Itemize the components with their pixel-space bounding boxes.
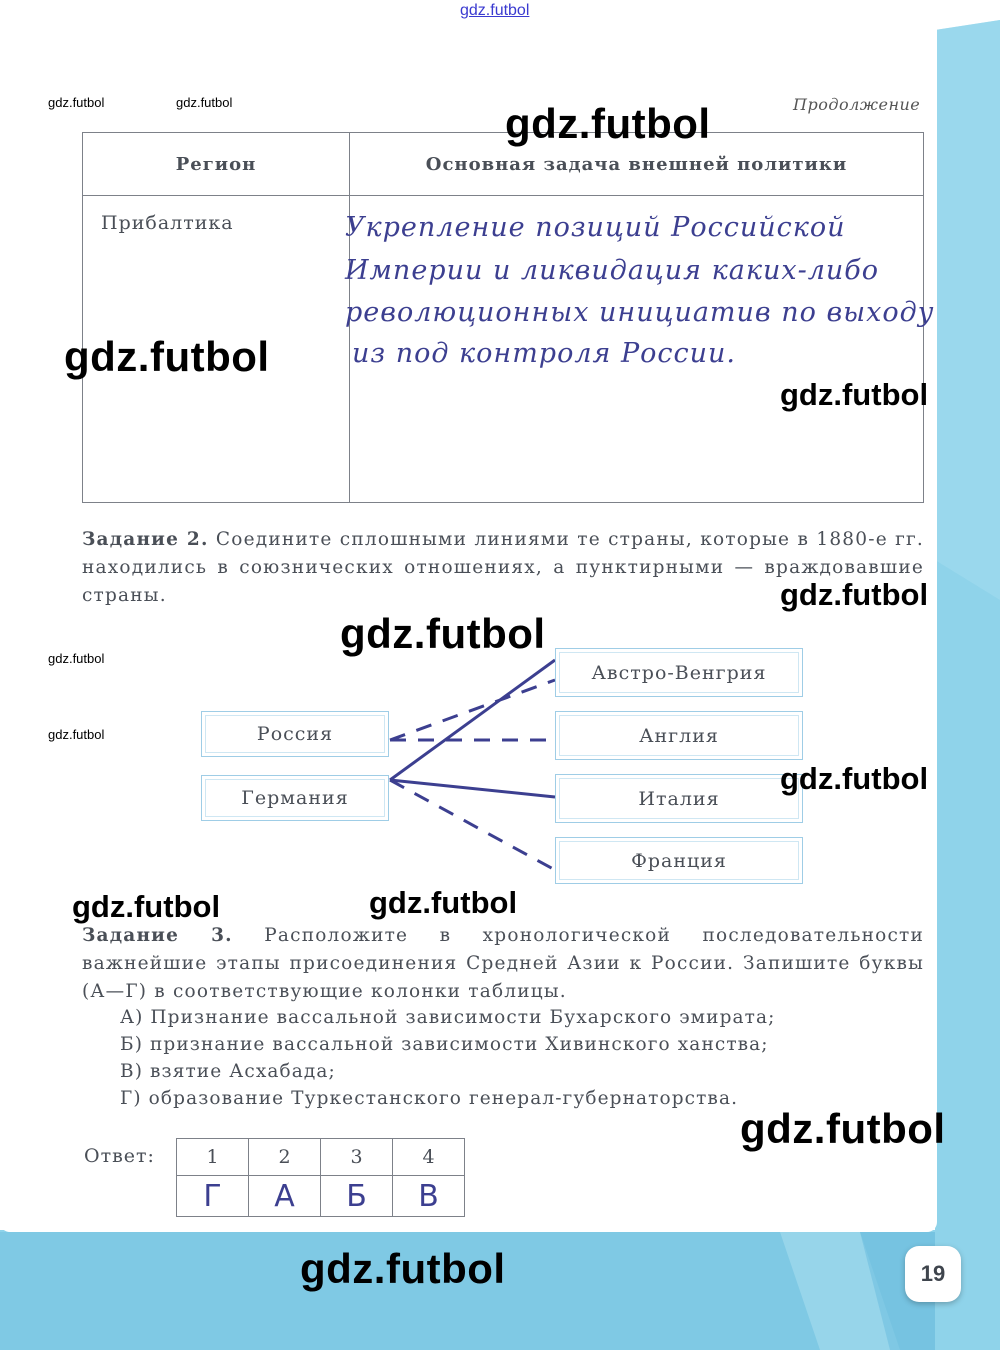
watermark-small: gdz.futbol bbox=[48, 727, 105, 742]
answer-header: 4 bbox=[393, 1139, 465, 1176]
solid-line-russia-austria bbox=[390, 660, 555, 780]
country-box-england: Англия bbox=[555, 711, 803, 760]
watermark: gdz.futbol bbox=[740, 1105, 946, 1152]
answer-header: 1 bbox=[177, 1139, 249, 1176]
answer-header: 3 bbox=[321, 1139, 393, 1176]
handwritten-line: революционных инициатив по выходу bbox=[345, 297, 935, 328]
country-box-france: Франция bbox=[555, 837, 803, 884]
task2-body: Соедините сплошными линиями те страны, которые в 1880-е гг. находились в союзнических отношениях, а пунктирными — враждовавшие страны. bbox=[82, 529, 924, 606]
answer-value: Б bbox=[321, 1176, 393, 1217]
answer-table bbox=[176, 1138, 465, 1217]
country-box-russia: Россия bbox=[201, 711, 389, 757]
handwritten-line: Укрепление позиций Российской bbox=[345, 212, 846, 243]
handwritten-line: Империи и ликвидация каких-либо bbox=[345, 255, 880, 286]
watermark: gdz.futbol bbox=[780, 577, 929, 612]
country-box-italy: Италия bbox=[555, 774, 803, 823]
watermark-small: gdz.futbol bbox=[48, 651, 105, 666]
task3-item: Б) признание вассальной зависимости Хивинского ханства; bbox=[120, 1034, 769, 1055]
handwritten-line: из под контроля России. bbox=[352, 338, 737, 369]
task3-text bbox=[82, 922, 924, 1006]
dashed-line-russia-austria bbox=[390, 680, 555, 740]
task2-label: Задание 2. bbox=[82, 529, 209, 550]
watermark: gdz.futbol bbox=[369, 885, 518, 920]
task3-item: В) взятие Асхабада; bbox=[120, 1061, 336, 1082]
page-number: 19 bbox=[905, 1246, 961, 1302]
watermark: gdz.futbol bbox=[340, 610, 546, 657]
watermark: gdz.futbol bbox=[505, 100, 711, 147]
task3-item: Г) образование Туркестанского генерал-губернаторства. bbox=[120, 1088, 739, 1109]
task3-label: Задание 3. bbox=[82, 925, 233, 946]
answer-label: Ответ: bbox=[84, 1145, 155, 1167]
country-box-germany: Германия bbox=[201, 775, 389, 821]
answer-value: В bbox=[393, 1176, 465, 1217]
watermark-top: gdz.futbol bbox=[460, 2, 530, 19]
watermark: gdz.futbol bbox=[72, 889, 221, 924]
watermark-small: gdz.futbol bbox=[176, 95, 233, 110]
watermark: gdz.futbol bbox=[780, 377, 929, 412]
answer-value: А bbox=[249, 1176, 321, 1217]
country-box-austria-hungary: Австро-Венгрия bbox=[555, 648, 803, 697]
column-header-region: Регион bbox=[83, 133, 350, 196]
watermark-small: gdz.futbol bbox=[48, 95, 105, 110]
watermark: gdz.futbol bbox=[780, 761, 929, 796]
continued-label: Продолжение bbox=[793, 95, 921, 114]
watermark: gdz.futbol bbox=[300, 1245, 506, 1292]
watermark: gdz.futbol bbox=[64, 333, 270, 380]
column-header-task: Основная задача внешней политики bbox=[350, 133, 924, 196]
answer-value: Г bbox=[177, 1176, 249, 1217]
region-cell: Прибалтика bbox=[83, 196, 350, 503]
task3-body: Расположите в хронологической последовательности важнейшие этапы присоединения Средней Азии к России. Запишите буквы (А—Г) в соответствующие колонки таблицы. bbox=[82, 925, 924, 1002]
task3-item: А) Признание вассальной зависимости Бухарского эмирата; bbox=[120, 1007, 776, 1028]
answer-header: 2 bbox=[249, 1139, 321, 1176]
